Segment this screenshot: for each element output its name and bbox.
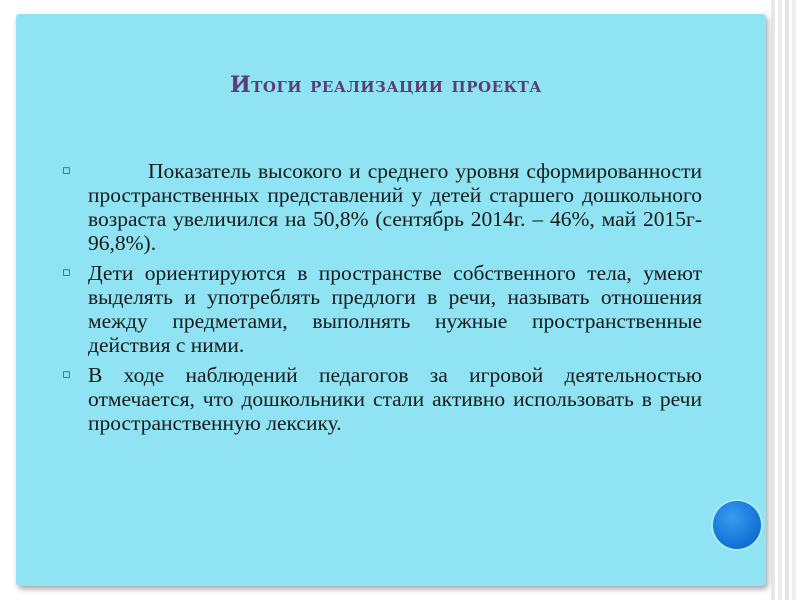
decorative-stripe <box>778 0 782 600</box>
bullet-list <box>62 159 702 441</box>
bullet-item-text: Показатель высокого и среднего уровня сформированности пространственных представлений у детей старшего дошкольного возраста увеличился на 50,8% (сентябрь 2014г. – 46%, май 2015г- 96,8%). <box>88 159 702 255</box>
decorative-stripe <box>771 0 775 600</box>
bullet-item-1 <box>62 159 702 255</box>
blue-circle-icon <box>713 501 761 549</box>
bullet-icon: ▫ <box>62 367 71 382</box>
bullet-item-text: Дети ориентируются в пространстве собственного тела, умеют выделять и употреблять предлоги в речи, называть отношения между предметами, выполнять нужные пространственные действия с ними. <box>88 261 702 357</box>
bullet-item-2 <box>62 261 702 357</box>
bullet-item-text: В ходе наблюдений педагогов за игровой деятельностью отмечается, что дошкольники стали активно использовать в речи пространственную лексику. <box>88 363 702 435</box>
decorative-stripe <box>785 0 789 600</box>
decorative-stripe <box>792 0 796 600</box>
bullet-icon: ▫ <box>62 163 71 178</box>
slide-title: Итоги реализации проекта <box>229 72 543 98</box>
bullet-icon: ▫ <box>62 265 71 280</box>
bullet-item-3 <box>62 363 702 435</box>
slide-panel <box>16 14 766 586</box>
